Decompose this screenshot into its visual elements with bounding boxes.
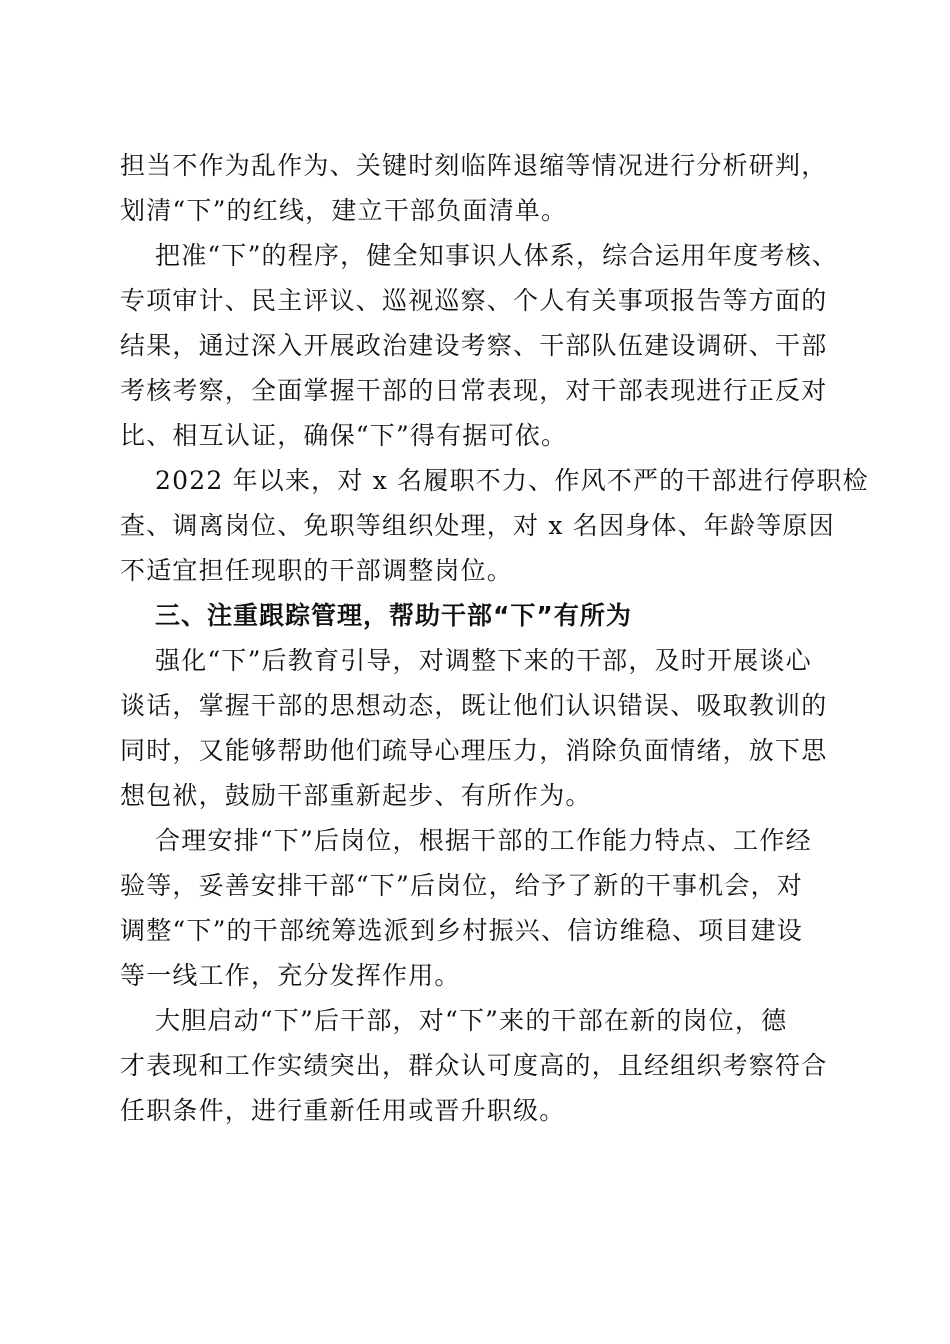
paragraph-first-line: 大胆启动“下”后干部，对“下”来的干部在新的岗位，德	[155, 1006, 788, 1035]
body-text-line: 任职条件，进行重新任用或晋升职级。	[120, 1096, 566, 1125]
body-text-line: 结果，通过深入开展政治建设考察、干部队伍建设调研、干部	[120, 331, 828, 360]
body-text-line: 划清“下”的红线，建立干部负面清单。	[120, 196, 568, 225]
body-text-line: 担当不作为乱作为、关键时刻临阵退缩等情况进行分析研判，	[120, 151, 828, 180]
paragraph-first-line: 把准“下”的程序，健全知事识人体系，综合运用年度考核、	[155, 241, 838, 270]
paragraph-first-line: 强化“下”后教育引导，对调整下来的干部，及时开展谈心	[155, 646, 812, 675]
section-heading: 三、注重跟踪管理，帮助干部“下”有所为	[155, 601, 632, 630]
body-text-line: 验等，妥善安排干部“下”后岗位，给予了新的干事机会，对	[120, 871, 803, 900]
body-text-line: 谈话，掌握干部的思想动态，既让他们认识错误、吸取教训的	[120, 691, 828, 720]
body-text-line: 同时，又能够帮助他们疏导心理压力，消除负面情绪，放下思	[120, 736, 828, 765]
body-text-line: 查、调离岗位、免职等组织处理，对 x 名因身体、年龄等原因	[120, 511, 835, 540]
body-text-line: 专项审计、民主评议、巡视巡察、个人有关事项报告等方面的	[120, 286, 828, 315]
paragraph-first-line: 2022 年以来，对 x 名履职不力、作风不严的干部进行停职检	[155, 466, 869, 495]
body-text-line: 比、相互认证，确保“下”得有据可依。	[120, 421, 568, 450]
body-text-line: 才表现和工作实绩突出，群众认可度高的，且经组织考察符合	[120, 1051, 828, 1080]
body-text-line: 考核考察，全面掌握干部的日常表现，对干部表现进行正反对	[120, 376, 828, 405]
paragraph-first-line: 合理安排“下”后岗位，根据干部的工作能力特点、工作经	[155, 826, 812, 855]
body-text-line: 等一线工作，充分发挥作用。	[120, 961, 461, 990]
body-text-line: 想包袱，鼓励干部重新起步、有所作为。	[120, 781, 592, 810]
body-text-line: 调整“下”的干部统筹选派到乡村振兴、信访维稳、项目建设	[120, 916, 803, 945]
body-text-line: 不适宜担任现职的干部调整岗位。	[120, 556, 514, 585]
